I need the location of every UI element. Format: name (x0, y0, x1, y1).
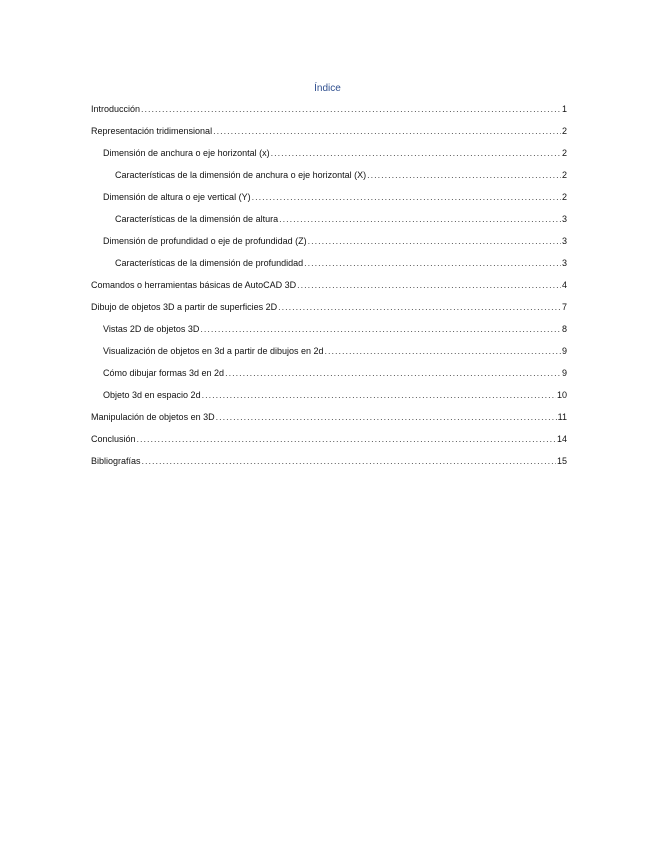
toc-entry[interactable] (91, 147, 567, 169)
toc-entry-page-number[interactable]: 14 (556, 434, 567, 444)
toc-entry[interactable] (91, 257, 567, 279)
toc-entry-title[interactable]: Cómo dibujar formas 3d en 2d (103, 368, 225, 378)
toc-entry-title[interactable]: Características de la dimensión de altura (115, 214, 279, 224)
toc-entry[interactable] (91, 411, 567, 433)
toc-entry-title[interactable]: Vistas 2D de objetos 3D (103, 324, 200, 334)
toc-entry[interactable] (91, 169, 567, 191)
toc-entry[interactable] (91, 279, 567, 301)
toc-entry-title[interactable]: Dimensión de anchura o eje horizontal (x) (103, 148, 270, 158)
toc-entry-page-number[interactable]: 2 (561, 170, 567, 180)
toc-entry-title[interactable]: Dimensión de altura o eje vertical (Y) (103, 192, 251, 202)
toc-entry[interactable] (91, 367, 567, 389)
toc-dot-leader (225, 367, 561, 379)
toc-dot-leader (137, 433, 556, 445)
toc-entry-page-number[interactable]: 11 (557, 412, 567, 422)
toc-dot-leader (202, 389, 556, 401)
toc-entry-page-number[interactable]: 9 (561, 346, 567, 356)
toc-entry-page-number[interactable]: 9 (561, 368, 567, 378)
toc-entry[interactable] (91, 235, 567, 257)
toc-entry-page-number[interactable]: 3 (561, 214, 567, 224)
toc-entry-page-number[interactable]: 2 (561, 126, 567, 136)
toc-entry-page-number[interactable]: 7 (561, 302, 567, 312)
toc-entry-title[interactable]: Manipulación de objetos en 3D (91, 412, 215, 422)
toc-entry-title[interactable]: Introducción (91, 104, 141, 114)
toc-dot-leader (142, 455, 556, 467)
toc-entry[interactable] (91, 433, 567, 455)
toc-entry-title[interactable]: Representación tridimensional (91, 126, 213, 136)
toc-dot-leader (367, 169, 561, 181)
toc-entry-title[interactable]: Características de la dimensión de anchura o eje horizontal (X) (115, 170, 367, 180)
table-of-contents (91, 103, 567, 477)
toc-entry[interactable] (91, 345, 567, 367)
toc-entry-title[interactable]: Dimensión de profundidad o eje de profundidad (Z) (103, 236, 307, 246)
toc-dot-leader (141, 103, 561, 115)
toc-entry-page-number[interactable]: 10 (556, 390, 567, 400)
toc-entry-title[interactable]: Bibliografías (91, 456, 141, 466)
toc-dot-leader (279, 213, 561, 225)
toc-dot-leader (213, 125, 561, 137)
toc-entry[interactable] (91, 301, 567, 323)
toc-entry-title[interactable]: Dibujo de objetos 3D a partir de superficies 2D (91, 302, 278, 312)
toc-entry-title[interactable]: Comandos o herramientas básicas de AutoCAD 3D (91, 280, 297, 290)
toc-dot-leader (200, 323, 561, 335)
toc-dot-leader (278, 301, 561, 313)
toc-entry[interactable] (91, 125, 567, 147)
toc-dot-leader (252, 191, 561, 203)
toc-entry[interactable] (91, 455, 567, 477)
toc-entry[interactable] (91, 213, 567, 235)
toc-dot-leader (297, 279, 561, 291)
toc-entry-page-number[interactable]: 2 (561, 192, 567, 202)
toc-entry[interactable] (91, 323, 567, 345)
toc-entry[interactable] (91, 103, 567, 125)
toc-entry-page-number[interactable]: 1 (561, 104, 567, 114)
toc-entry-page-number[interactable]: 3 (561, 258, 567, 268)
toc-entry-title[interactable]: Objeto 3d en espacio 2d (103, 390, 201, 400)
toc-dot-leader (271, 147, 561, 159)
toc-entry-page-number[interactable]: 8 (561, 324, 567, 334)
toc-entry-page-number[interactable]: 15 (556, 456, 567, 466)
toc-dot-leader (308, 235, 561, 247)
toc-dot-leader (216, 411, 557, 423)
toc-entry-page-number[interactable]: 3 (561, 236, 567, 246)
toc-entry-title[interactable]: Características de la dimensión de profundidad (115, 258, 304, 268)
toc-title: Índice (314, 83, 341, 94)
toc-entry-title[interactable]: Conclusión (91, 434, 136, 444)
toc-entry[interactable] (91, 191, 567, 213)
toc-dot-leader (325, 345, 561, 357)
toc-entry-page-number[interactable]: 4 (561, 280, 567, 290)
toc-entry-page-number[interactable]: 2 (561, 148, 567, 158)
toc-dot-leader (304, 257, 561, 269)
toc-entry[interactable] (91, 389, 567, 411)
toc-entry-title[interactable]: Visualización de objetos en 3d a partir de dibujos en 2d (103, 346, 324, 356)
